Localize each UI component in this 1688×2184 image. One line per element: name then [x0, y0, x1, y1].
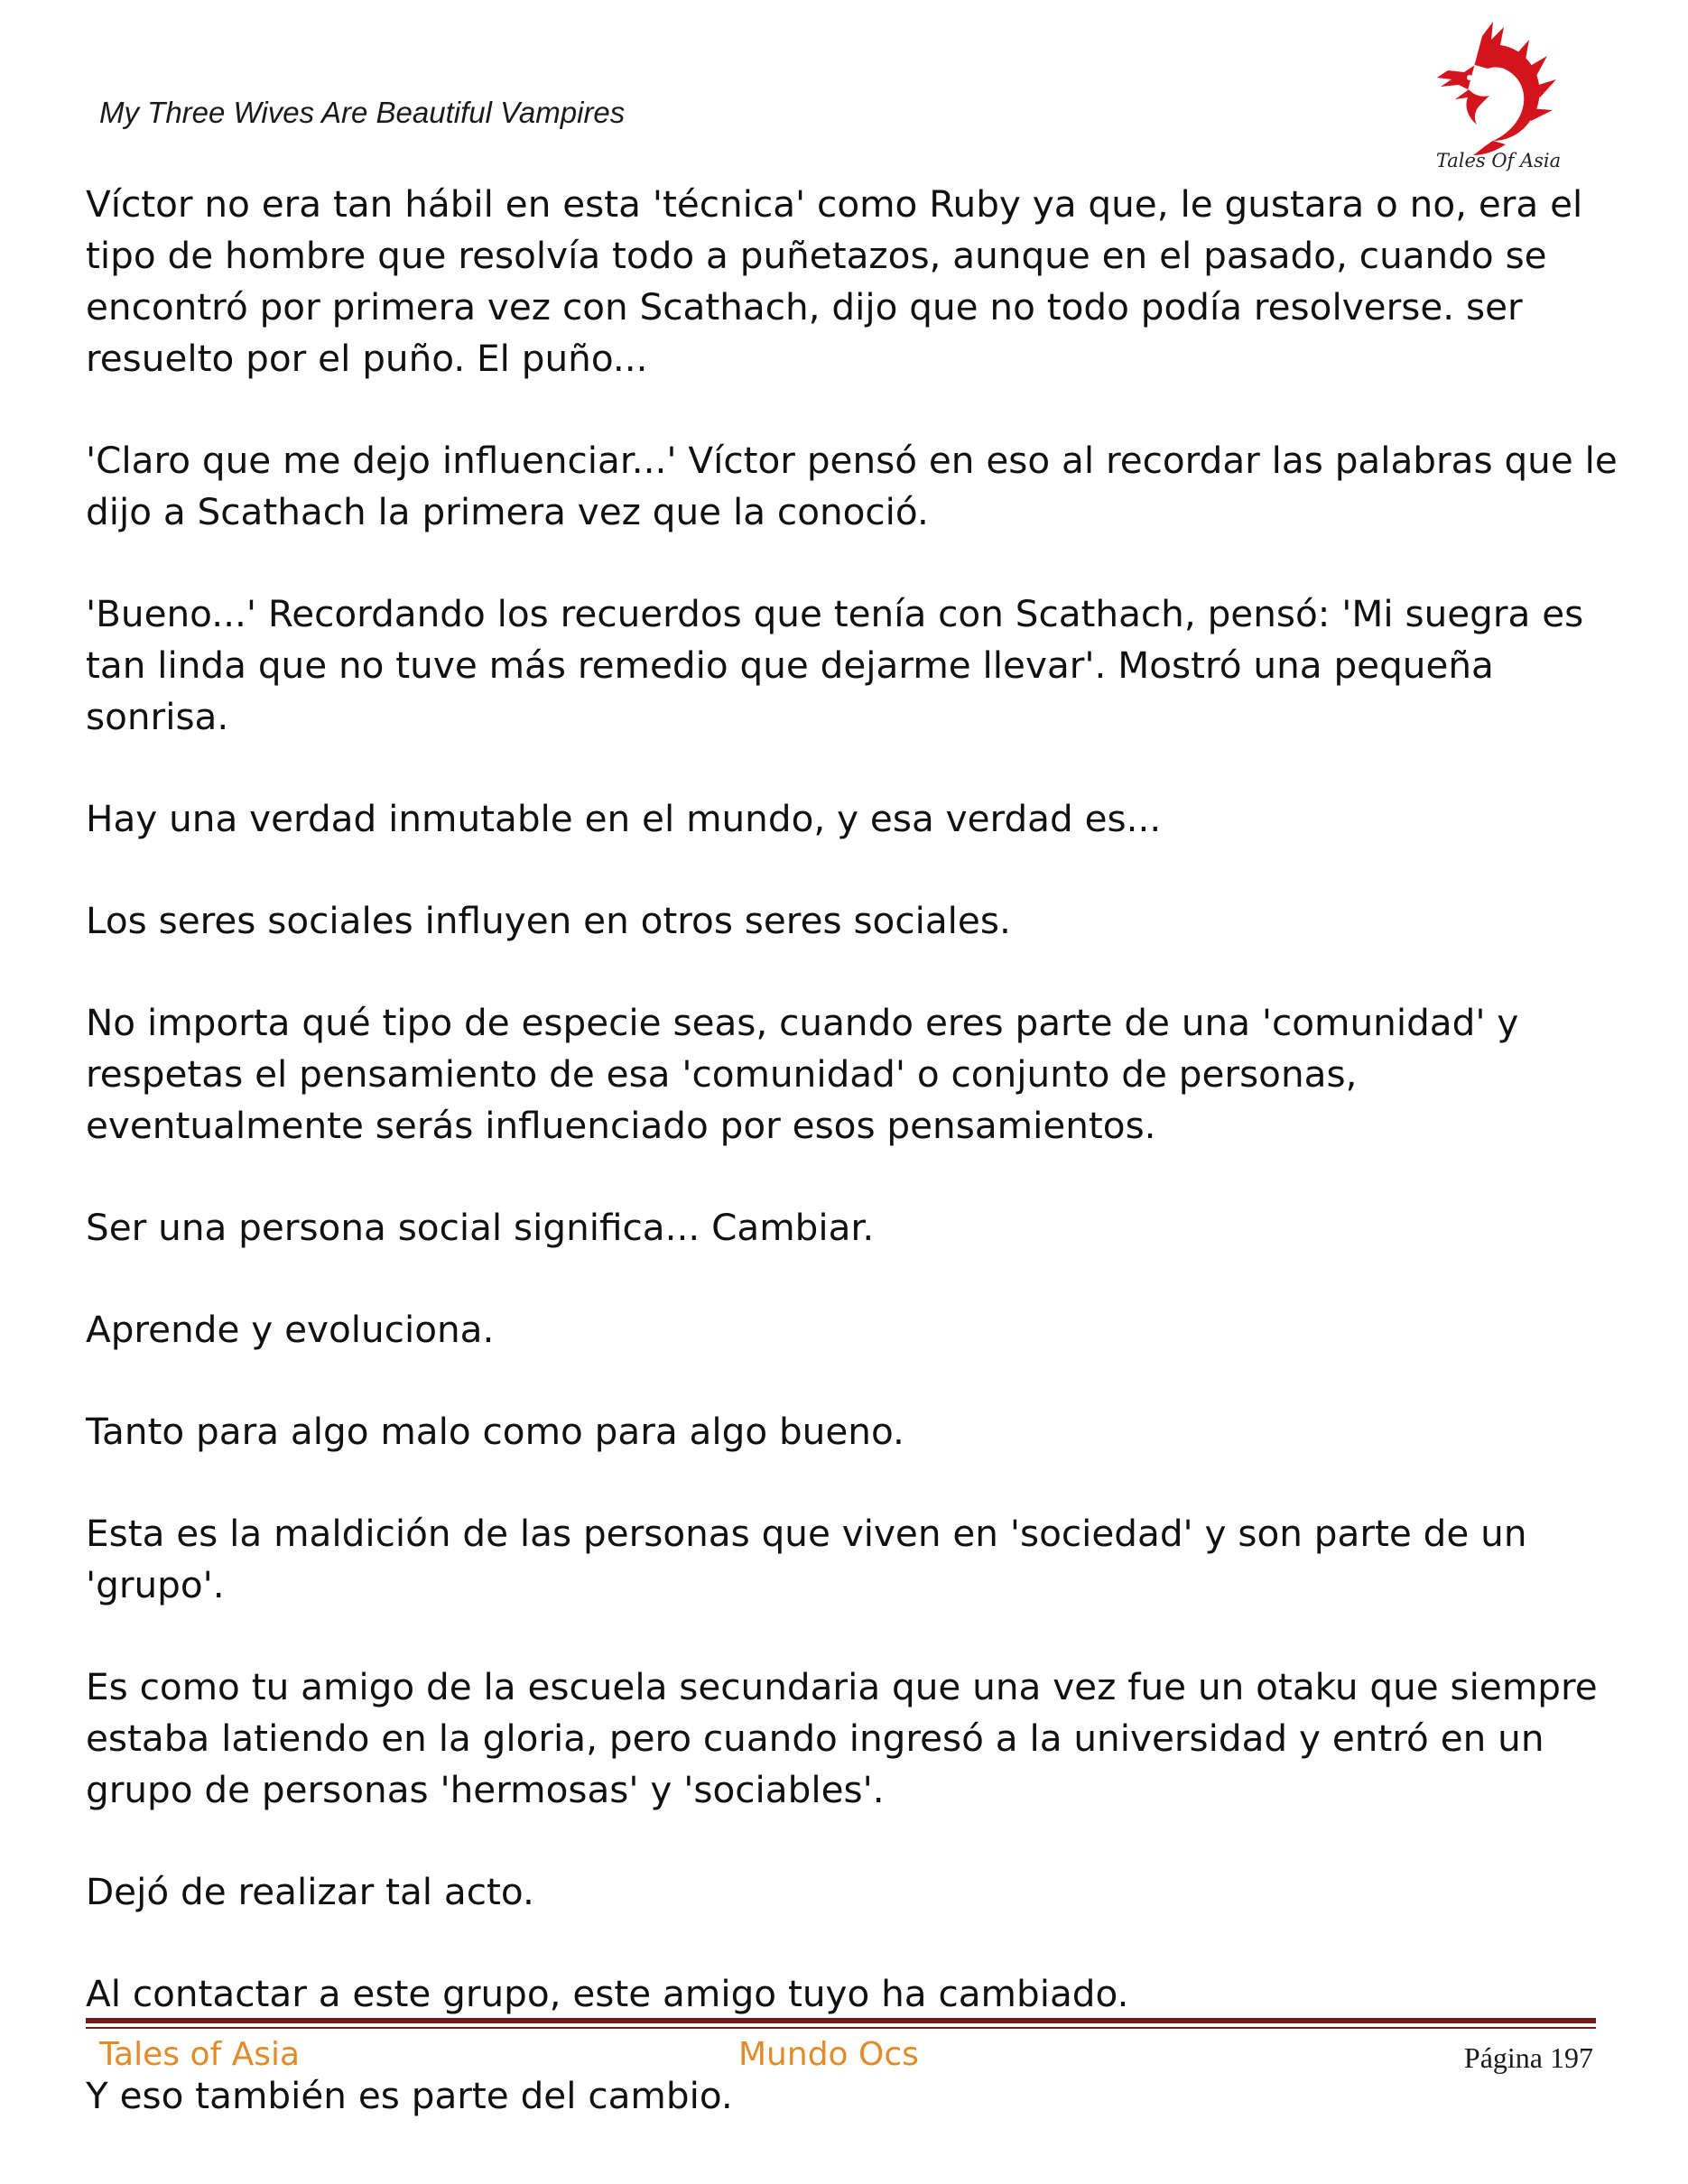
paragraph: 'Claro que me dejo influenciar...' Víctor pensó en eso al recordar las palabras que le dijo a Scathach la primera vez que la conoció.	[86, 439, 1618, 533]
paragraph: Esta es la maldición de las personas que viven en 'sociedad' y son parte de un 'grupo'.	[86, 1512, 1527, 1606]
paragraph: Los seres sociales influyen en otros seres sociales.	[86, 899, 1011, 942]
paragraph: Es como tu amigo de la escuela secundaria que una vez fue un otaku que siempre estaba latiendo en la gloria, pero cuando ingresó a la universidad y entró en un grupo de personas 'hermosas' y 'sociables'.	[86, 1665, 1598, 1811]
paragraph: Víctor no era tan hábil en esta 'técnica' como Ruby ya que, le gustara o no, era el tipo de hombre que resolvía todo a puñetazos, aunque en el pasado, cuando se encontró por primera vez con Scathach, dijo que no todo podía resolverse. ser resuelto por el puño. El puño...	[86, 182, 1583, 380]
paragraph: Y eso también es parte del cambio.	[86, 2074, 733, 2117]
paragraph: No importa qué tipo de especie seas, cuando eres parte de una 'comunidad' y respetas el pensamiento de esa 'comunidad' o conjunto de personas, eventualmente serás influenciado por esos pensamientos.	[86, 1001, 1519, 1147]
paragraph: 'Bueno...' Recordando los recuerdos que tenía con Scathach, pensó: 'Mi suegra es tan linda que no tuve más remedio que dejarme llevar'. Mostró una pequeña sonrisa.	[86, 592, 1584, 738]
paragraph: Dejó de realizar tal acto.	[86, 1870, 534, 1913]
paragraph: Tanto para algo malo como para algo bueno.	[86, 1410, 904, 1453]
footer-divider	[86, 2018, 1596, 2023]
footer-section-name: Mundo Ocs	[738, 2036, 919, 2073]
footer-site-name: Tales of Asia	[99, 2036, 301, 2073]
footer-divider-thin	[86, 2027, 1596, 2029]
paragraph: Aprende y evoluciona.	[86, 1308, 495, 1351]
logo-text: Tales Of Asia	[1435, 150, 1562, 171]
book-title: My Three Wives Are Beautiful Vampires	[99, 96, 626, 129]
paragraph: Hay una verdad inmutable en el mundo, y esa verdad es...	[86, 797, 1162, 840]
paragraph: Ser una persona social significa... Cambiar.	[86, 1206, 875, 1249]
page-number: Página 197	[1463, 2041, 1593, 2074]
paragraph: Al contactar a este grupo, este amigo tuyo ha cambiado.	[86, 1972, 1129, 2015]
chapter-body	[86, 179, 1620, 2122]
